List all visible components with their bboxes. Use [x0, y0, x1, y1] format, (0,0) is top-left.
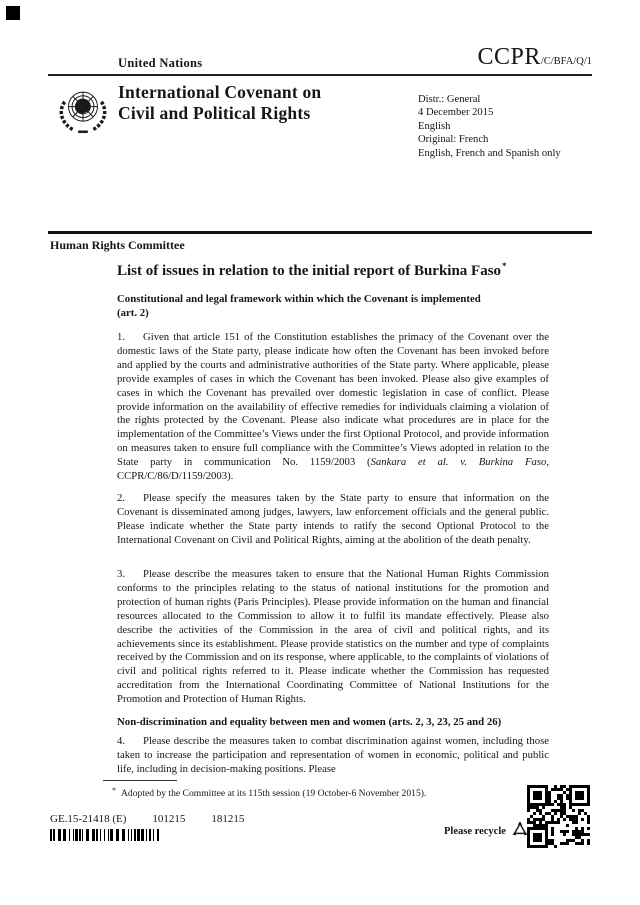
original-language-line: Original: French [418, 134, 489, 146]
covenant-title-line2: Civil and Political Rights [118, 103, 311, 123]
covenant-title [118, 82, 321, 124]
case-name: Sankara et al. v. Burkina Faso [370, 456, 547, 469]
title-footnote-marker: * [502, 261, 507, 271]
ge-code1: 101215 [152, 813, 186, 825]
paragraph-1-text: Given that article 151 of the Constitution establishes the primacy of the Covenant over the domestic laws of the State party, please indicate how often the Covenant has been invoked before and applied by the courts and administrative authorities of the State party. Where applicable, please provide examples of cases in which the Covenant has been invoked. Please also give examples of cases in which the Covenant has prevailed over domestic legislation in case of conflict. Please provide information on the availability of effective remedies for individuals claiming a violation of the rights protected by the Covenant. Please also indicate what procedures are in place for the implementation of the Committee’s Views under the first Optional Protocol, and provide information on measures taken to ensure full compliance with the Committee’s Views adopted in relation to the State party in communication No. 1159/2003 ( [117, 331, 549, 469]
paragraph-1-text-end: , CCPR/C/86/D/1159/2003). [117, 456, 549, 483]
language-line: English [418, 120, 451, 132]
un-emblem-icon [54, 86, 112, 135]
section-rule [48, 231, 592, 234]
paragraph-3-text: Please describe the measures taken to ensure that the National Human Rights Commission conforms to the principles relating to the status of national institutions for the promotion and protection of human rights (Paris Principles). Please provide information on the human and financial resources allocated to the Commission to allow it to fulfil its mandate effectively. Please also describe the activities of the Commission in the area of civil and political rights, and its achievements since its establishment. Please provide statistics on the number and type of complaints received by the Commission and on its response, where applicable, to the complaints of violations of civil and political rights referred to it. Please indicate whether the Commission has requested accreditation from the International Coordinating Committee of National Institutions for the Promotion and Protection of Human Rights. [117, 568, 549, 706]
footnote-marker: * [112, 786, 116, 795]
section2-heading: Non-discrimination and equality between men and women (arts. 2, 3, 23, 25 and 26) [117, 716, 502, 728]
date-line: 4 December 2015 [418, 107, 494, 119]
paragraph-3-number: 3. [117, 568, 126, 580]
ge-code2: 181215 [211, 813, 245, 825]
paragraph-3 [117, 568, 549, 707]
document-title-text: List of issues in relation to the initial report of Burkina Faso [117, 263, 502, 279]
qr-code-icon [527, 785, 590, 848]
paragraph-2-text: Please specify the measures taken by the State party to ensure that information on the Covenant is disseminated among judges, lawyers, law enforcement officials and the general public. Please indicate whether the State party intends to ratify the second Optional Protocol to the International Covenant on Civil and Political Rights, aiming at the abolition of the death penalty. [117, 492, 549, 546]
paragraph-4-number: 4. [117, 735, 126, 747]
barcode-icon [50, 829, 162, 841]
footnote-text: Adopted by the Committee at its 115th session (19 October-6 November 2015). [121, 788, 427, 799]
ge-number-line [50, 813, 244, 825]
document-symbol-suffix: /C/BFA/Q/1 [540, 56, 592, 67]
distribution-info [418, 93, 561, 160]
distr-line: Distr.: General [418, 94, 481, 105]
document-symbol-main: CCPR [477, 44, 541, 70]
paragraph-2 [117, 492, 549, 548]
registration-mark [6, 6, 20, 20]
please-recycle [444, 820, 530, 840]
document-symbol [477, 44, 592, 71]
footnote-rule [103, 780, 177, 781]
committee-name: Human Rights Committee [50, 238, 185, 252]
paragraph-4-text: Please describe the measures taken to combat discrimination against women, including those taken to increase the participation and representation of women in economic, political and public life, including in decision-making positions. Please [117, 735, 549, 775]
paragraph-1 [117, 331, 549, 484]
languages-note-line: English, French and Spanish only [418, 147, 561, 159]
footnote [112, 786, 562, 799]
document-title [117, 261, 507, 280]
ge-number: GE.15-21418 (E) [50, 813, 127, 825]
section1-heading-line2: (art. 2) [117, 306, 149, 319]
paragraph-1-number: 1. [117, 331, 126, 343]
section1-heading [117, 293, 549, 320]
paragraph-2-number: 2. [117, 492, 126, 504]
org-name: United Nations [118, 56, 203, 70]
paragraph-4 [117, 735, 549, 781]
section1-heading-line1: Constitutional and legal framework within which the Covenant is implemented [117, 293, 481, 305]
covenant-title-line1: International Covenant on [118, 82, 322, 102]
please-recycle-label: Please recycle [444, 826, 506, 837]
header-rule [48, 74, 592, 76]
